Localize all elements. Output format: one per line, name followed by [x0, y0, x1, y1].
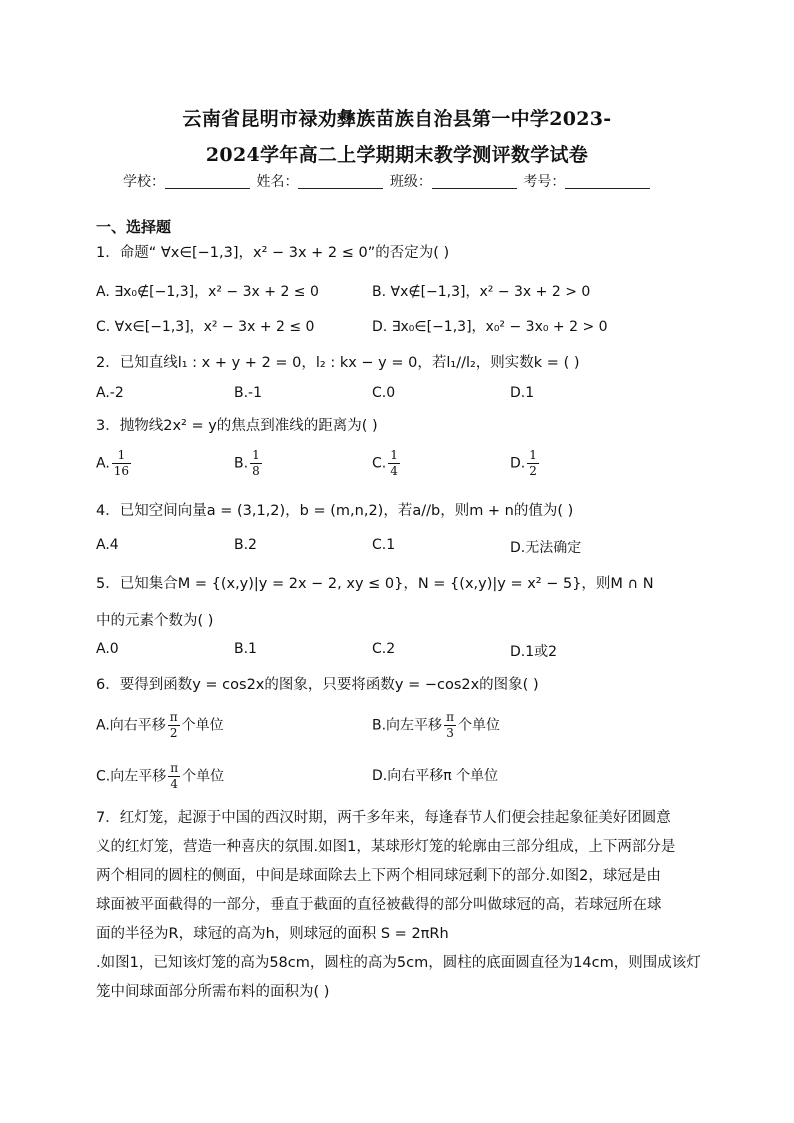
q3-option-a-fraction	[112, 448, 131, 479]
q4-option-d: D.无法确定	[510, 540, 582, 556]
q7-line: 7．红灯笼，起源于中国的西汉时期，两千多年来，每逢春节人们便会挂起象征美好团圆意	[96, 810, 671, 826]
q2-option-c: C.0	[372, 385, 396, 401]
q7-line: 义的红灯笼，营造一种喜庆的氛围.如图1，某球形灯笼的轮廓由三部分组成，上下两部分是	[96, 839, 676, 855]
fraction-numerator: π	[169, 710, 178, 724]
fraction-denominator: 2	[529, 464, 537, 478]
q7-line: .如图1，已知该灯笼的高为58cm，圆柱的高为5cm，圆柱的底面圆直径为14cm，则围成该灯	[96, 955, 701, 971]
fraction-numerator: 1	[112, 448, 131, 464]
q1-option-d: D. ∃x₀∈[−1,3]，x₀² − 3x₀ + 2 > 0	[372, 319, 608, 335]
exam-number-blank[interactable]	[565, 174, 650, 189]
q3-option-b-label: B.	[234, 455, 249, 472]
q6-option-b	[372, 710, 500, 741]
q3-option-d-fraction	[527, 448, 539, 479]
fraction-numerator: 1	[390, 448, 398, 462]
q6-option-a-fraction	[168, 710, 180, 741]
name-blank[interactable]	[298, 174, 383, 189]
q6-option-c-suffix: 个单位	[182, 768, 225, 785]
q7-line: 笼中间球面部分所需布料的面积为( )	[96, 984, 330, 1000]
fraction-denominator: 4	[390, 464, 398, 478]
q5-option-c: C.2	[372, 641, 396, 657]
q6-option-a-prefix: A.向右平移	[96, 717, 166, 734]
fraction-numerator: 1	[252, 448, 260, 462]
name-label: 姓名：	[256, 174, 299, 190]
school-label: 学校：	[123, 174, 165, 190]
q6-option-c-prefix: C.向左平移	[96, 768, 167, 785]
q4-option-c: C.1	[372, 537, 396, 553]
q6-option-b-suffix: 个单位	[457, 717, 500, 734]
q5-option-d: D.1或2	[510, 644, 558, 660]
school-blank[interactable]	[165, 174, 250, 189]
q3-stem: 3．抛物线2x² = y的焦点到准线的距离为( )	[96, 418, 378, 434]
exam-title-line2: 2024学年高二上学期期末教学测评数学试卷	[205, 144, 589, 166]
q6-stem: 6．要得到函数y = cos2x的图象，只要将函数y = −cos2x的图象( )	[96, 677, 539, 693]
q4-option-b: B.2	[234, 537, 257, 553]
q1-stem: 1．命题“ ∀x∈[−1,3]，x² − 3x + 2 ≤ 0”的否定为( )	[96, 245, 450, 261]
fraction-denominator: 8	[252, 464, 260, 478]
q1-option-c: C. ∀x∈[−1,3]，x² − 3x + 2 ≤ 0	[96, 319, 315, 335]
q7-paragraph	[96, 804, 712, 1007]
q2-stem: 2．已知直线l₁ : x + y + 2 = 0，l₂ : kx − y = 0，若l₁//l₂，则实数k = ( )	[96, 355, 580, 371]
section-heading: 一、选择题	[96, 218, 172, 236]
q6-option-d: D.向右平移π 个单位	[372, 768, 499, 784]
q6-option-a	[96, 710, 224, 741]
q3-option-c	[372, 448, 402, 479]
fraction-numerator: π	[170, 761, 179, 775]
q5-option-a: A.0	[96, 641, 119, 657]
q3-option-b	[234, 448, 264, 479]
fraction-denominator: 16	[113, 464, 130, 478]
q6-option-c-fraction	[168, 761, 180, 792]
q1-option-a: A. ∃x₀∉[−1,3]，x² − 3x + 2 ≤ 0	[96, 284, 319, 300]
fraction-numerator: π	[446, 710, 454, 724]
q2-option-d: D.1	[510, 385, 535, 401]
q7-line: 球面被平面截得的一部分，垂直于截面的直径被截得的部分叫做球冠的高，若球冠所在球	[96, 897, 662, 913]
q2-option-a: A.-2	[96, 385, 124, 401]
q3-option-c-label: C.	[372, 455, 387, 472]
q2-option-b: B.-1	[234, 385, 263, 401]
q6-option-a-suffix: 个单位	[181, 717, 224, 734]
fraction-denominator: 4	[170, 777, 178, 791]
q7-line: 两个相同的圆柱的侧面，中间是球面除去上下两个相同球冠剩下的部分.如图2，球冠是由	[96, 868, 661, 884]
q6-option-b-prefix: B.向左平移	[372, 717, 443, 734]
class-label: 班级：	[389, 174, 432, 190]
fraction-denominator: 3	[446, 726, 454, 740]
q5-option-b: B.1	[234, 641, 257, 657]
class-blank[interactable]	[432, 174, 517, 189]
q3-option-d-label: D.	[510, 455, 526, 472]
fraction-denominator: 2	[169, 726, 178, 740]
q3-option-a	[96, 448, 133, 479]
q6-option-b-fraction	[444, 710, 456, 741]
exam-number-label: 考号：	[523, 174, 566, 190]
exam-title-line1: 云南省昆明市禄劝彝族苗族自治县第一中学2023-	[182, 108, 612, 130]
q5-stem: 5．已知集合M = {(x,y)|y = 2x − 2, xy ≤ 0}，N = {(x,y)|y = x² − 5}，则M ∩ N	[96, 576, 654, 592]
q4-option-a: A.4	[96, 537, 119, 553]
q6-option-c	[96, 761, 224, 792]
q5-stem-continued: 中的元素个数为( )	[96, 613, 214, 629]
q3-option-d	[510, 448, 541, 479]
q4-stem: 4．已知空间向量a = (3,1,2)，b = (m,n,2)，若a//b，则m + n的值为( )	[96, 503, 574, 519]
q3-option-b-fraction	[250, 448, 262, 479]
q3-option-a-label: A.	[96, 455, 110, 472]
q7-line: 面的半径为R，球冠的高为h，则球冠的面积 S = 2πRh	[96, 926, 449, 942]
student-info-row	[123, 171, 652, 191]
fraction-numerator: 1	[529, 448, 537, 462]
q3-option-c-fraction	[388, 448, 400, 479]
q1-option-b: B. ∀x∉[−1,3]，x² − 3x + 2 > 0	[372, 284, 591, 300]
